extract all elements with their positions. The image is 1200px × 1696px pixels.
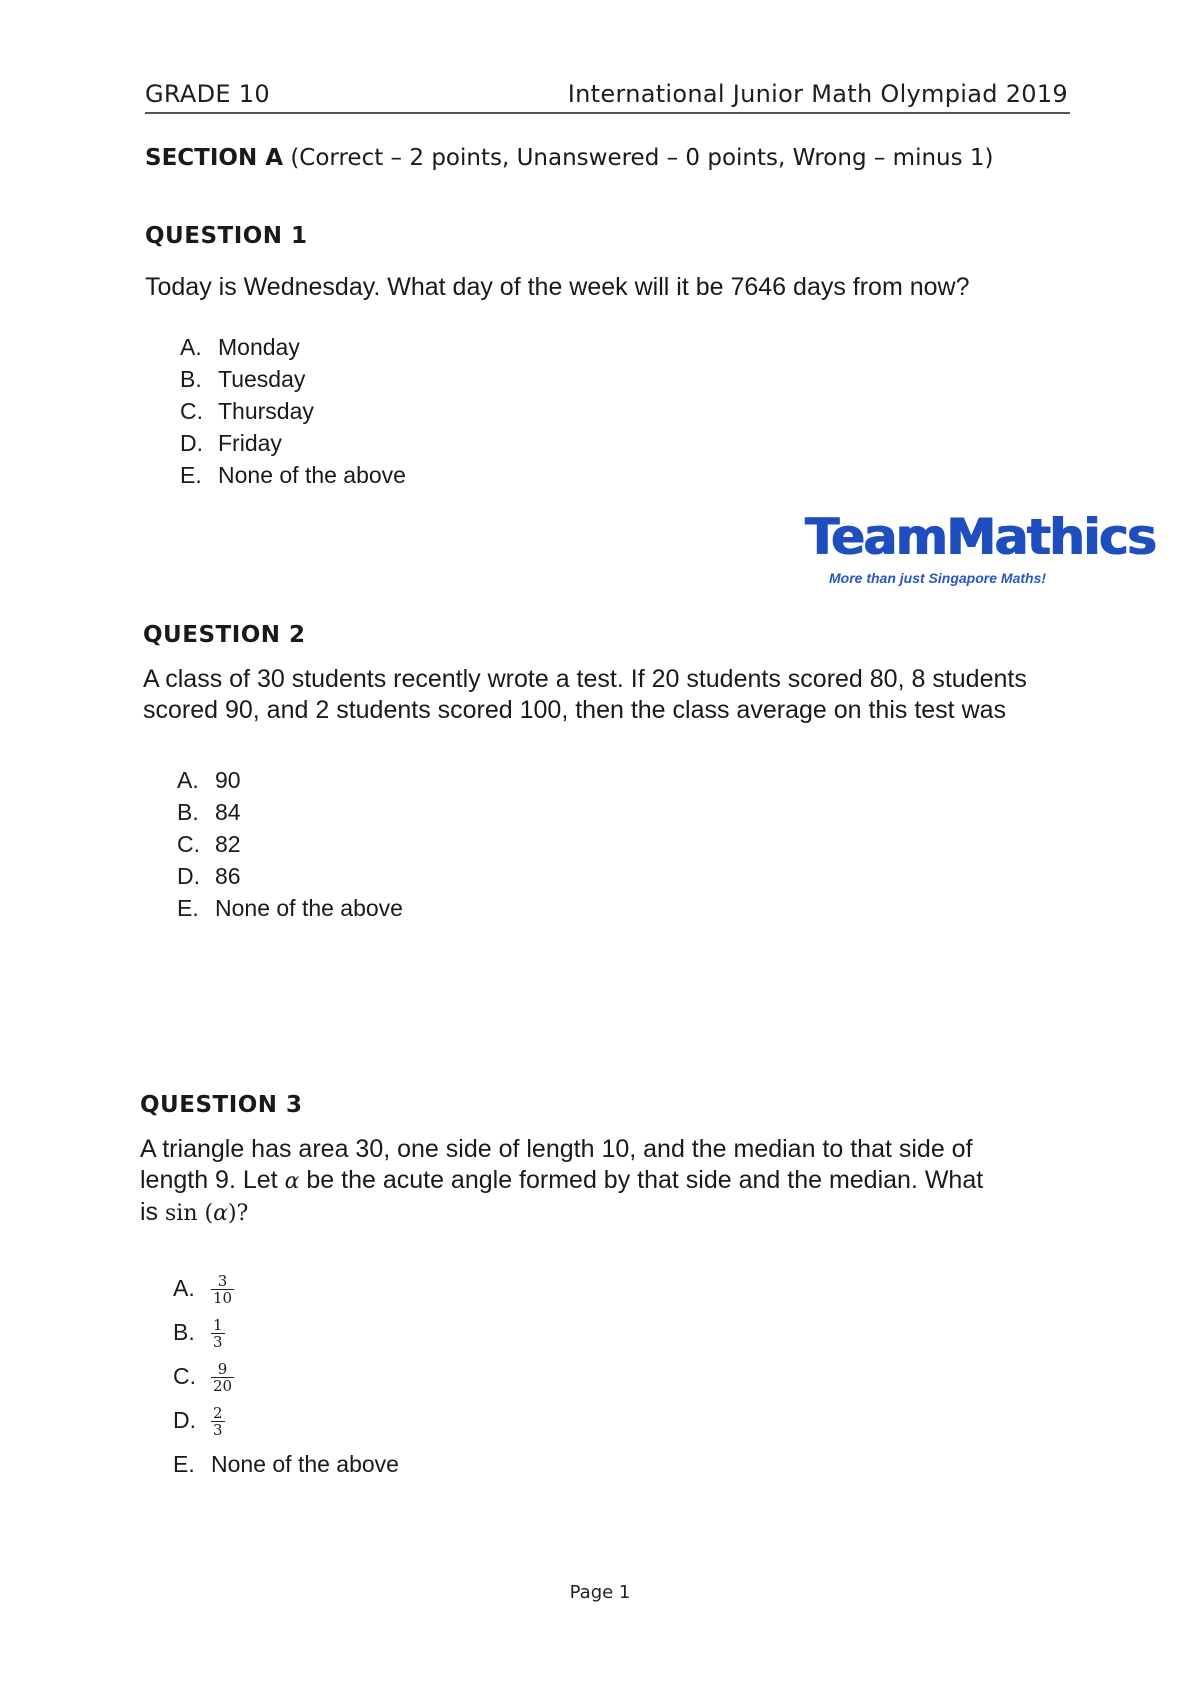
competition-title: International Junior Math Olympiad 2019 — [567, 80, 1068, 108]
question-2-heading: QUESTION 2 — [143, 622, 306, 648]
option-d: D. Friday — [180, 430, 282, 456]
grade-label: GRADE 10 — [145, 80, 270, 108]
logo-tagline: More than just Singapore Maths! — [829, 570, 1047, 586]
question-1-text: Today is Wednesday. What day of the week will it be 7646 days from now? — [145, 273, 970, 301]
fraction: $\frac{2}{3}$ — [213, 1404, 223, 1440]
option-d: D. $\frac{2}{3}$ — [173, 1404, 223, 1440]
option-c: C. 82 — [177, 831, 241, 857]
question-3-text: A triangle has area 30, one side of length 10, and the median to that side of length 9. Let α be the acute angle formed by that side and the median. What is sin (α)? — [140, 1135, 984, 1226]
option-c: C. Thursday — [180, 398, 314, 424]
fraction: $\frac{1}{3}$ — [213, 1316, 223, 1352]
section-title: SECTION A — [145, 145, 284, 171]
header-divider — [145, 112, 1070, 114]
option-b: B. $\frac{1}{3}$ — [173, 1316, 223, 1352]
option-e: E. None of the above — [173, 1451, 399, 1477]
question-1-options — [180, 331, 406, 491]
teammathics-logo — [805, 508, 1156, 588]
option-b: B. Tuesday — [180, 366, 306, 392]
option-a: A. Monday — [180, 334, 300, 360]
fraction: $\frac{3}{10}$ — [213, 1272, 233, 1308]
section-scoring: (Correct – 2 points, Unanswered – 0 points, Wrong – minus 1) — [290, 145, 994, 171]
fraction: $\frac{9}{20}$ — [213, 1360, 233, 1396]
question-2-options — [177, 764, 403, 924]
option-c: C. $\frac{9}{20}$ — [173, 1360, 233, 1396]
page-number: Page 1 — [569, 1582, 631, 1603]
question-3-options — [173, 1266, 399, 1486]
alpha-symbol: α — [284, 1169, 300, 1194]
question-2-text: A class of 30 students recently wrote a test. If 20 students scored 80, 8 students scored 90, and 2 students scored 100, then the class average on this test was — [143, 665, 1027, 724]
logo-wordmark: TeamMathics — [805, 508, 1156, 566]
option-e: E. None of the above — [177, 895, 403, 921]
option-e: E. None of the above — [180, 462, 406, 488]
option-b: B. 84 — [177, 799, 241, 825]
option-d: D. 86 — [177, 863, 241, 889]
option-a: A. 90 — [177, 767, 241, 793]
section-header — [145, 145, 994, 171]
option-a: A. $\frac{3}{10}$ — [173, 1272, 233, 1308]
question-3-heading: QUESTION 3 — [140, 1092, 303, 1118]
question-1-heading: QUESTION 1 — [145, 223, 308, 249]
